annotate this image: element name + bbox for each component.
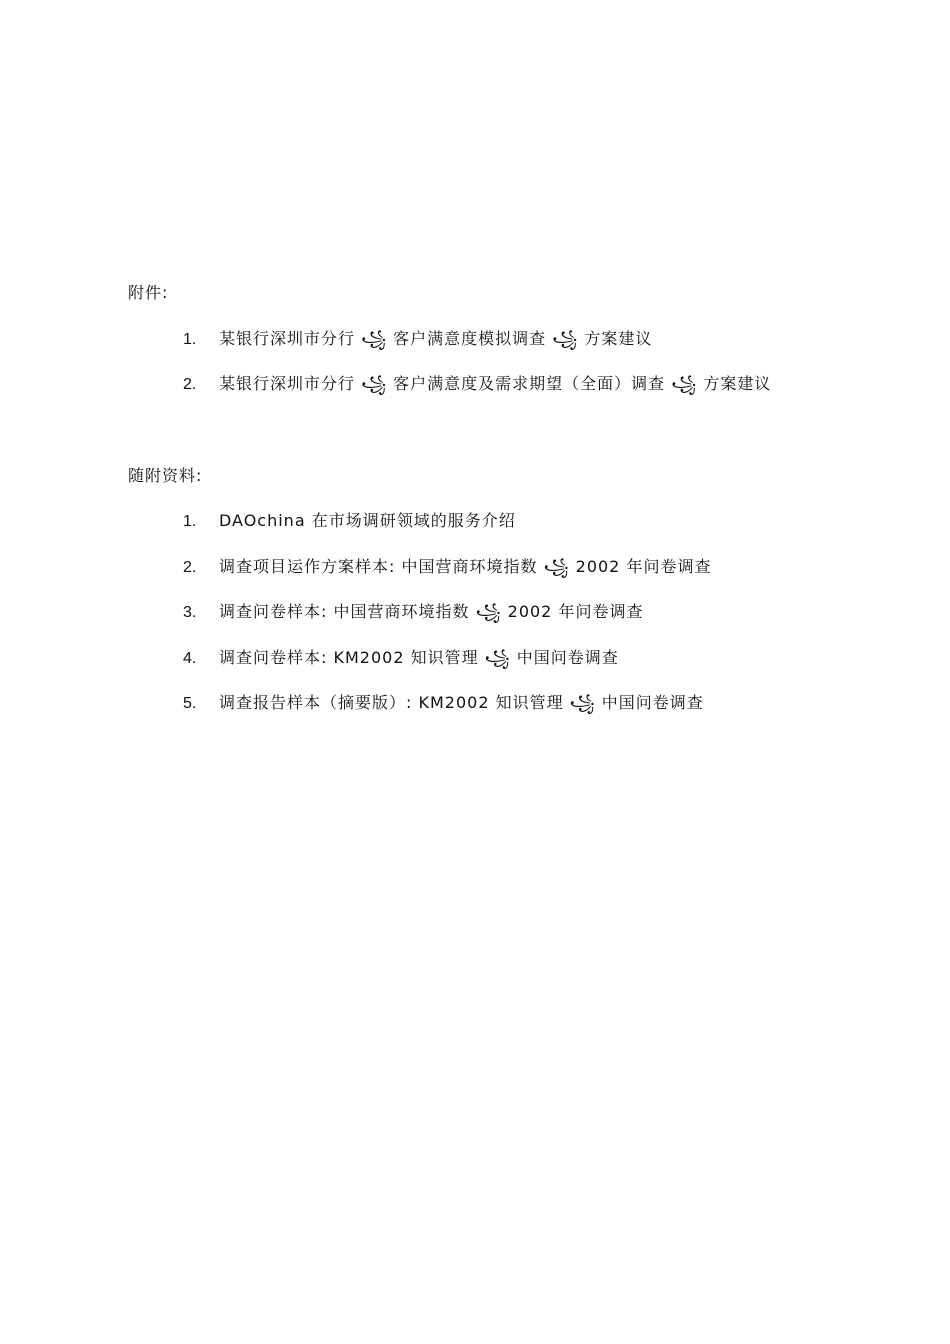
supplementary-item-text: 调查问卷样本: KM2002 知识管理 ꧁ 中国问卷调查 [219, 648, 619, 667]
supplementary-item-number: 2. [183, 559, 197, 576]
supplementary-item-text: DAOchina 在市场调研领域的服务介绍 [219, 511, 516, 530]
supplementary-item-number: 4. [183, 650, 197, 667]
supplementary-item-text: 调查报告样本（摘要版）: KM2002 知识管理 ꧁ 中国问卷调查 [219, 693, 704, 712]
attachment-item-number: 1. [183, 331, 197, 348]
supplementary-item [183, 554, 711, 587]
supplementary-heading: 随附资料: [128, 466, 203, 485]
supplementary-item-text: 调查项目运作方案样本: 中国营商环境指数 ꧁ 2002 年问卷调查 [219, 557, 712, 576]
supplementary-item-number: 3. [183, 604, 197, 621]
supplementary-item-number: 5. [183, 695, 197, 712]
supplementary-item [183, 599, 643, 632]
supplementary-item-number: 1. [183, 513, 197, 530]
supplementary-item [183, 690, 704, 723]
supplementary-item [183, 645, 619, 678]
attachments-heading: 附件: [128, 283, 169, 302]
supplementary-item-text: 调查问卷样本: 中国营商环境指数 ꧁ 2002 年问卷调查 [219, 602, 644, 621]
attachment-item-text: 某银行深圳市分行 ꧁ 客户满意度模拟调查 ꧁ 方案建议 [219, 329, 653, 348]
attachment-item [183, 371, 771, 404]
attachment-item-text: 某银行深圳市分行 ꧁ 客户满意度及需求期望（全面）调查 ꧁ 方案建议 [219, 374, 772, 393]
supplementary-item [183, 508, 516, 531]
attachment-item-number: 2. [183, 376, 197, 393]
attachment-item [183, 326, 652, 359]
